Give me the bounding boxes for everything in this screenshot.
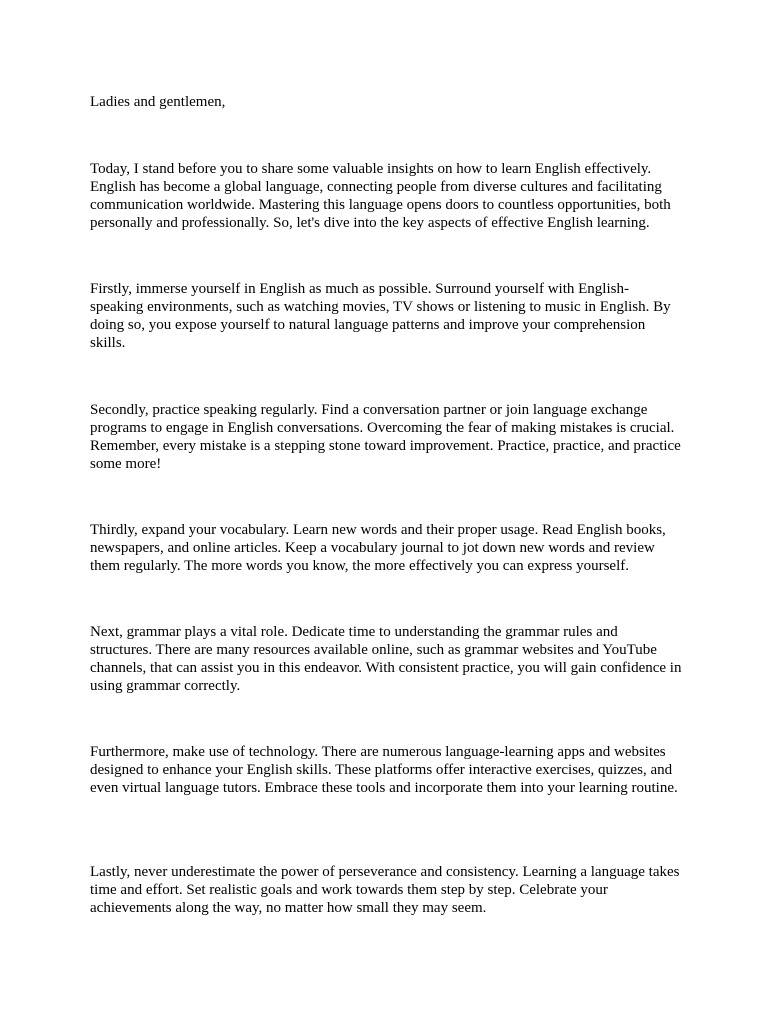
immersion-paragraph: Firstly, immerse yourself in English as much as possible. Surround yourself with English-speaking environments, such as watching movies, TV shows or listening to music in English. By doing so, you expose yourself to natural language patterns and improve your comprehension skills.: [90, 281, 671, 351]
vocabulary-paragraph: Thirdly, expand your vocabulary. Learn new words and their proper usage. Read English books, newspapers, and online articles. Keep a vocabulary journal to jot down new words and review them regularly. The more words you know, the more effectively you can express yourself.: [90, 522, 666, 574]
grammar-paragraph: Next, grammar plays a vital role. Dedicate time to understanding the grammar rules and structures. There are many resources available online, such as grammar websites and YouTube channels, that can assist you in this endeavor. With consistent practice, you will gain confidence in using grammar correctly.: [90, 624, 682, 694]
introduction-paragraph: Today, I stand before you to share some valuable insights on how to learn English effectively. English has become a global language, connecting people from diverse cultures and facilitating communication worldwide. Mastering this language opens doors to countless opportunities, both personally and professionally. So, let's dive into the key aspects of effective English learning.: [90, 161, 671, 231]
speaking-practice-paragraph: Secondly, practice speaking regularly. Find a conversation partner or join language exchange programs to engage in English conversations. Overcoming the fear of making mistakes is crucial. Remember, every mistake is a stepping stone toward improvement. Practice, practice, and practice some more!: [90, 402, 681, 472]
perseverance-paragraph: Lastly, never underestimate the power of perseverance and consistency. Learning a language takes time and effort. Set realistic goals and work towards them step by step. Celebrate your achievements along the way, no matter how small they may seem.: [90, 864, 680, 916]
salutation-paragraph: Ladies and gentlemen,: [90, 94, 226, 110]
technology-paragraph: Furthermore, make use of technology. There are numerous language-learning apps and websites designed to enhance your English skills. These platforms offer interactive exercises, quizzes, and even virtual language tutors. Embrace these tools and incorporate them into your learning routine.: [90, 744, 678, 796]
